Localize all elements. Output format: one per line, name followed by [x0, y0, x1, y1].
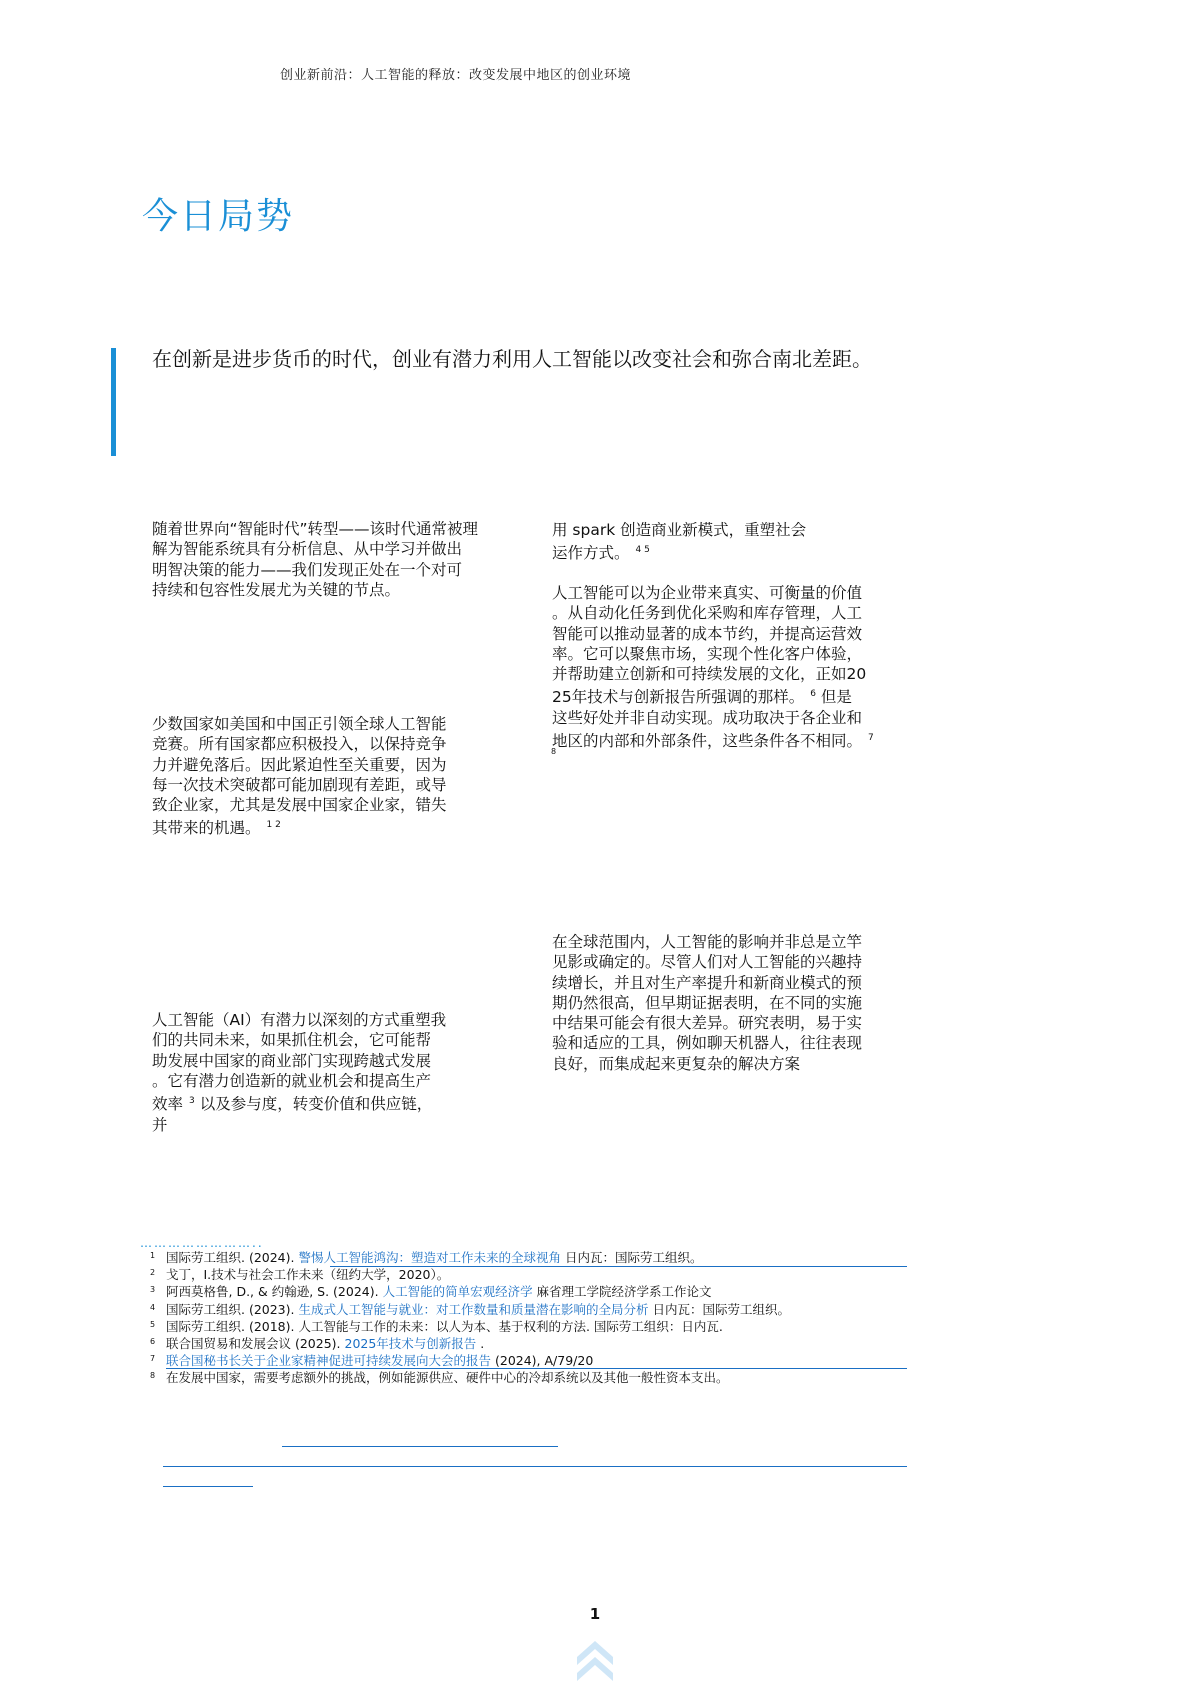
text-line: 见影或确定的。尽管人们对人工智能的兴趣持	[552, 953, 863, 972]
text-line: 竞赛。所有国家都应积极投入，以保持竞争	[152, 735, 447, 754]
footnote-separator: ……………………..	[140, 1236, 264, 1250]
text-span: 运作方式。	[552, 544, 630, 563]
running-header: 创业新前沿：人工智能的释放：改变发展中地区的创业环境	[280, 68, 632, 83]
text-line: 人工智能（AI）有潜力以深刻的方式重塑我	[152, 1011, 447, 1029]
right-paragraph-3	[552, 932, 897, 1074]
pull-quote-bar	[111, 348, 116, 456]
footnote-text: 日内瓦：国际劳工组织。	[560, 1250, 703, 1265]
text-span: 效率	[152, 1095, 184, 1114]
link-underline	[163, 1466, 907, 1467]
text-line: 期仍然很高，但早期证据表明，在不同的实施	[552, 993, 863, 1012]
footnote-number: 8	[150, 1371, 156, 1381]
text-line: 持续和包容性发展尤为关键的节点。	[152, 580, 401, 599]
text-line	[552, 684, 897, 707]
text-line: 在全球范围内，人工智能的影响并非总是立竿	[552, 933, 863, 951]
text-span: 以及参与度，转变价值和供应链，	[199, 1095, 433, 1114]
footnote-number: 6	[150, 1337, 156, 1347]
page-number: 1	[589, 1605, 601, 1623]
footnote-text: 阿西莫格鲁, D., & 约翰逊, S. (2024).	[166, 1284, 383, 1300]
footnote-1	[150, 1249, 950, 1266]
text-line: 。它有潜力创造新的就业机会和提高生产	[152, 1071, 432, 1090]
text-span: 其带来的机遇。	[152, 819, 261, 838]
text-line: 中结果可能会有很大差异。研究表明，易于实	[552, 1014, 863, 1033]
chevron-up-icon	[573, 1637, 617, 1683]
text-line: 致企业家，尤其是发展中国家企业家，错失	[152, 796, 447, 815]
footnote-text: 国际劳工组织. (2023).	[166, 1301, 299, 1317]
footnote-link[interactable]: 警惕人工智能鸿沟：塑造对工作未来的全球视角	[298, 1250, 561, 1265]
footnotes	[150, 1249, 950, 1387]
footnote-text: 国际劳工组织. (2024).	[166, 1250, 299, 1265]
link-underline	[166, 1368, 907, 1369]
text-line	[552, 540, 892, 563]
footnote-text: 日内瓦：国际劳工组织。	[648, 1301, 790, 1317]
footnote-4	[150, 1301, 950, 1318]
left-paragraph-2	[152, 714, 512, 839]
text-line	[152, 1091, 512, 1114]
right-paragraph-2	[551, 583, 897, 757]
section-title: 今日局势	[142, 196, 295, 237]
footnote-text: 麻省理工学院经济学系工作论文	[532, 1284, 712, 1300]
link-underline	[163, 1486, 253, 1487]
text-line	[551, 728, 897, 757]
text-line: 力并避免落后。因此紧迫性至关重要，因为	[152, 755, 447, 774]
footnote-ref: 6	[810, 689, 816, 700]
text-line: 。从自动化任务到优化采购和库存管理，人工	[552, 604, 863, 623]
footnote-ref: 8	[551, 747, 557, 757]
footnote-link[interactable]: 联合国秘书长关于企业家精神促进可持续发展向大会的报告	[166, 1353, 492, 1369]
text-line: 良好，而集成起来更复杂的解决方案	[552, 1054, 801, 1073]
footnote-5	[150, 1318, 950, 1335]
text-line: 人工智能可以为企业带来真实、可衡量的价值	[552, 584, 863, 602]
text-line: 解为智能系统具有分析信息、从中学习并做出	[152, 540, 463, 559]
footnote-number: 1	[150, 1251, 156, 1260]
footnote-7	[150, 1352, 950, 1369]
text-line: 助发展中国家的商业部门实现跨越式发展	[152, 1051, 432, 1070]
left-paragraph-1	[152, 519, 512, 600]
text-line	[152, 815, 512, 838]
footnote-number: 4	[150, 1302, 156, 1312]
text-line: 明智决策的能力——我们发现正处在一个对可	[152, 560, 463, 579]
link-underline	[330, 1266, 907, 1267]
text-line: 并帮助建立创新和可持续发展的文化，正如20	[552, 665, 867, 684]
text-line: 用 spark 创造商业新模式，重塑社会	[552, 521, 807, 539]
footnote-8	[150, 1369, 950, 1386]
footnote-text: 国际劳工组织. (2018). 人工智能与工作的未来：以人为本、基于权利的方法. 国际劳工组织：日内瓦.	[166, 1318, 723, 1334]
right-paragraph-1	[552, 520, 892, 564]
footnote-number: 3	[150, 1285, 156, 1295]
text-line: 这些好处并非自动实现。成功取决于各企业和	[552, 708, 863, 727]
footnote-ref: 3	[189, 1096, 195, 1107]
footnote-number: 5	[150, 1319, 156, 1329]
text-line: 少数国家如美国和中国正引领全球人工智能	[152, 715, 447, 733]
text-line: 随着世界向“智能时代”转型——该时代通常被理	[152, 520, 479, 538]
footnote-number: 2	[150, 1268, 156, 1278]
text-span: 地区的内部和外部条件，这些条件各不相同。	[552, 732, 863, 751]
text-line: 并	[152, 1115, 168, 1134]
footnote-ref: 1 2	[266, 820, 281, 831]
link-underline	[282, 1446, 558, 1447]
text-span: 25年技术与创新报告所强调的那样。	[552, 688, 805, 707]
footnote-text: 在发展中国家，需要考虑额外的挑战，例如能源供应、硬件中心的冷却系统以及其他一般性资本支出。	[166, 1370, 729, 1386]
text-line: 智能可以推动显著的成本节约，并提高运营效	[552, 624, 863, 643]
footnote-link[interactable]: 2025年技术与创新报告	[344, 1336, 477, 1352]
text-line: 每一次技术突破都可能加剧现有差距，或导	[152, 775, 447, 794]
footnote-text: (2024), A/79/20	[491, 1353, 594, 1369]
footnote-text: 戈丁，I.技术与社会工作未来（纽约大学，2020）。	[166, 1267, 450, 1283]
footnote-6	[150, 1335, 950, 1352]
footnote-ref: 4 5	[635, 545, 650, 556]
footnote-2	[150, 1266, 950, 1283]
footnote-ref: 7	[868, 733, 874, 744]
footnote-number: 7	[150, 1354, 156, 1364]
footnote-3	[150, 1283, 950, 1300]
text-line: 验和适应的工具，例如聊天机器人，往往表现	[552, 1034, 863, 1053]
footnote-text: .	[476, 1336, 485, 1352]
text-span: 但是	[820, 688, 852, 707]
text-line: 率。它可以聚焦市场，实现个性化客户体验，	[552, 644, 863, 663]
text-line: 续增长，并且对生产率提升和新商业模式的预	[552, 973, 863, 992]
text-line: 们的共同未来，如果抓住机会，它可能帮	[152, 1031, 432, 1050]
left-paragraph-3	[152, 1010, 512, 1135]
footnote-text: 联合国贸易和发展会议 (2025).	[166, 1336, 345, 1352]
footnote-link[interactable]: 人工智能的简单宏观经济学	[382, 1284, 533, 1300]
pull-quote: 在创新是进步货币的时代，创业有潜力利用人工智能以改变社会和弥合南北差距。	[152, 347, 872, 371]
footnote-link[interactable]: 生成式人工智能与就业：对工作数量和质量潜在影响的全局分析	[298, 1301, 649, 1317]
